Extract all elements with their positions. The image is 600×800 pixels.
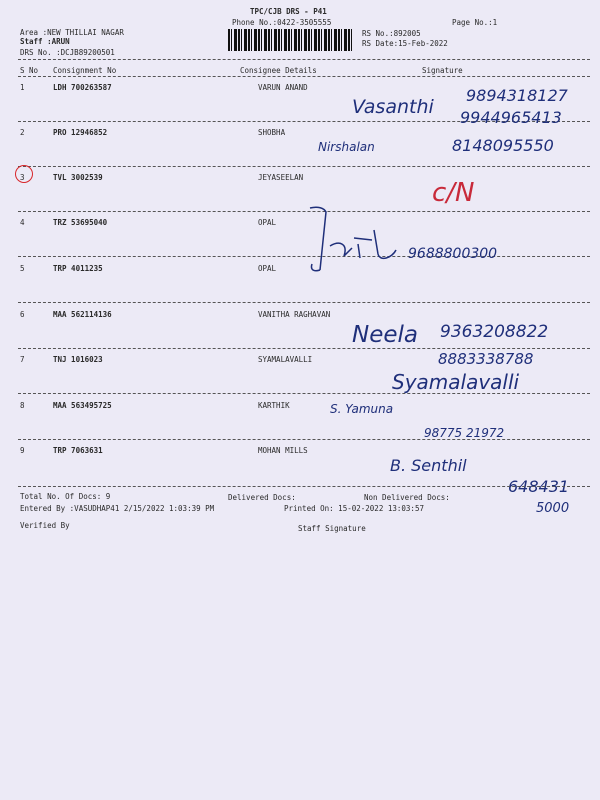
col-consignee: Consignee Details — [240, 66, 317, 75]
row-consignee: KARTHIK — [258, 401, 290, 410]
drs-number: DRS No. :DCJB89200501 — [20, 48, 115, 57]
handwritten-phone: 648431 — [508, 477, 570, 496]
handwritten-name: B. Senthil — [390, 456, 467, 475]
handwritten-phone: 9944965413 — [460, 108, 562, 127]
row-sno: 3 — [20, 173, 25, 182]
row-consignment: TNJ 1016023 — [53, 355, 103, 364]
handwritten-phone: 9363208822 — [440, 322, 549, 342]
circle-mark — [15, 165, 33, 183]
barcode — [228, 29, 352, 51]
row-sno: 1 — [20, 83, 25, 92]
col-signature: Signature — [422, 66, 463, 75]
row-consignee: MOHAN MILLS — [258, 446, 308, 455]
row-consignee: JEYASEELAN — [258, 173, 304, 182]
row-sno: 5 — [20, 264, 25, 273]
handwritten-name: Nirshalan — [318, 140, 375, 154]
phone-number: Phone No.:0422-3505555 — [232, 18, 332, 27]
handwritten-phone: 8883338788 — [438, 350, 534, 368]
rs-date: RS Date:15-Feb-2022 — [362, 39, 448, 48]
row-consignment: LDH 700263587 — [53, 83, 112, 92]
row-consignee: VARUN ANAND — [258, 83, 308, 92]
row-consignment: MAA 563495725 — [53, 401, 112, 410]
handwritten-signature — [300, 200, 410, 280]
handwritten-phone: 5000 — [536, 501, 570, 516]
handwritten-name: Syamalavalli — [392, 370, 520, 394]
delivered-docs: Delivered Docs: — [228, 493, 296, 502]
row-consignment: MAA 562114136 — [53, 310, 112, 319]
row-sno: 7 — [20, 355, 25, 364]
table-row — [0, 401, 600, 446]
handwritten-phone: 9894318127 — [466, 86, 568, 105]
doc-title: TPC/CJB DRS - P41 — [250, 7, 327, 16]
non-delivered-docs: Non Delivered Docs: — [364, 493, 450, 502]
row-consignee: VANITHA RAGHAVAN — [258, 310, 331, 319]
row-consignee: OPAL — [258, 218, 277, 227]
handwritten-name: Neela — [352, 322, 418, 348]
row-sno: 2 — [20, 128, 25, 137]
handwritten-phone: 9688800300 — [408, 246, 498, 262]
row-sno: 4 — [20, 218, 25, 227]
row-consignment: TRZ 53695040 — [53, 218, 108, 227]
handwritten-note: c/N — [432, 178, 475, 208]
row-sno: 8 — [20, 401, 25, 410]
handwritten-phone: 98775 21972 — [424, 426, 505, 440]
row-consignment: TRP 7063631 — [53, 446, 103, 455]
area-label: Area :NEW THILLAI NAGAR — [20, 28, 124, 37]
total-docs: Total No. Of Docs: 9 — [20, 492, 111, 501]
row-consignment: TVL 3002539 — [53, 173, 103, 182]
col-consignment: Consignment No — [53, 66, 117, 75]
verified-by: Verified By — [20, 521, 70, 530]
staff-label: Staff :ARUN — [20, 37, 70, 46]
rs-number: RS No.:892005 — [362, 29, 421, 38]
row-sno: 9 — [20, 446, 25, 455]
row-consignment: TRP 4011235 — [53, 264, 103, 273]
entered-by: Entered By :VASUDHAP41 2/15/2022 1:03:39 PM — [20, 504, 215, 513]
row-consignee: OPAL — [258, 264, 277, 273]
col-sno: S No — [20, 66, 39, 75]
handwritten-name: S. Yamuna — [330, 402, 394, 416]
row-consignee: SHOBHA — [258, 128, 286, 137]
row-consignment: PRO 12946852 — [53, 128, 108, 137]
row-consignee: SYAMALAVALLI — [258, 355, 313, 364]
handwritten-name: Vasanthi — [352, 96, 434, 118]
page-number: Page No.:1 — [452, 18, 498, 27]
staff-signature: Staff Signature — [298, 524, 366, 533]
handwritten-phone: 8148095550 — [452, 136, 554, 155]
row-sno: 6 — [20, 310, 25, 319]
printed-on: Printed On: 15-02-2022 13:03:57 — [284, 504, 424, 513]
